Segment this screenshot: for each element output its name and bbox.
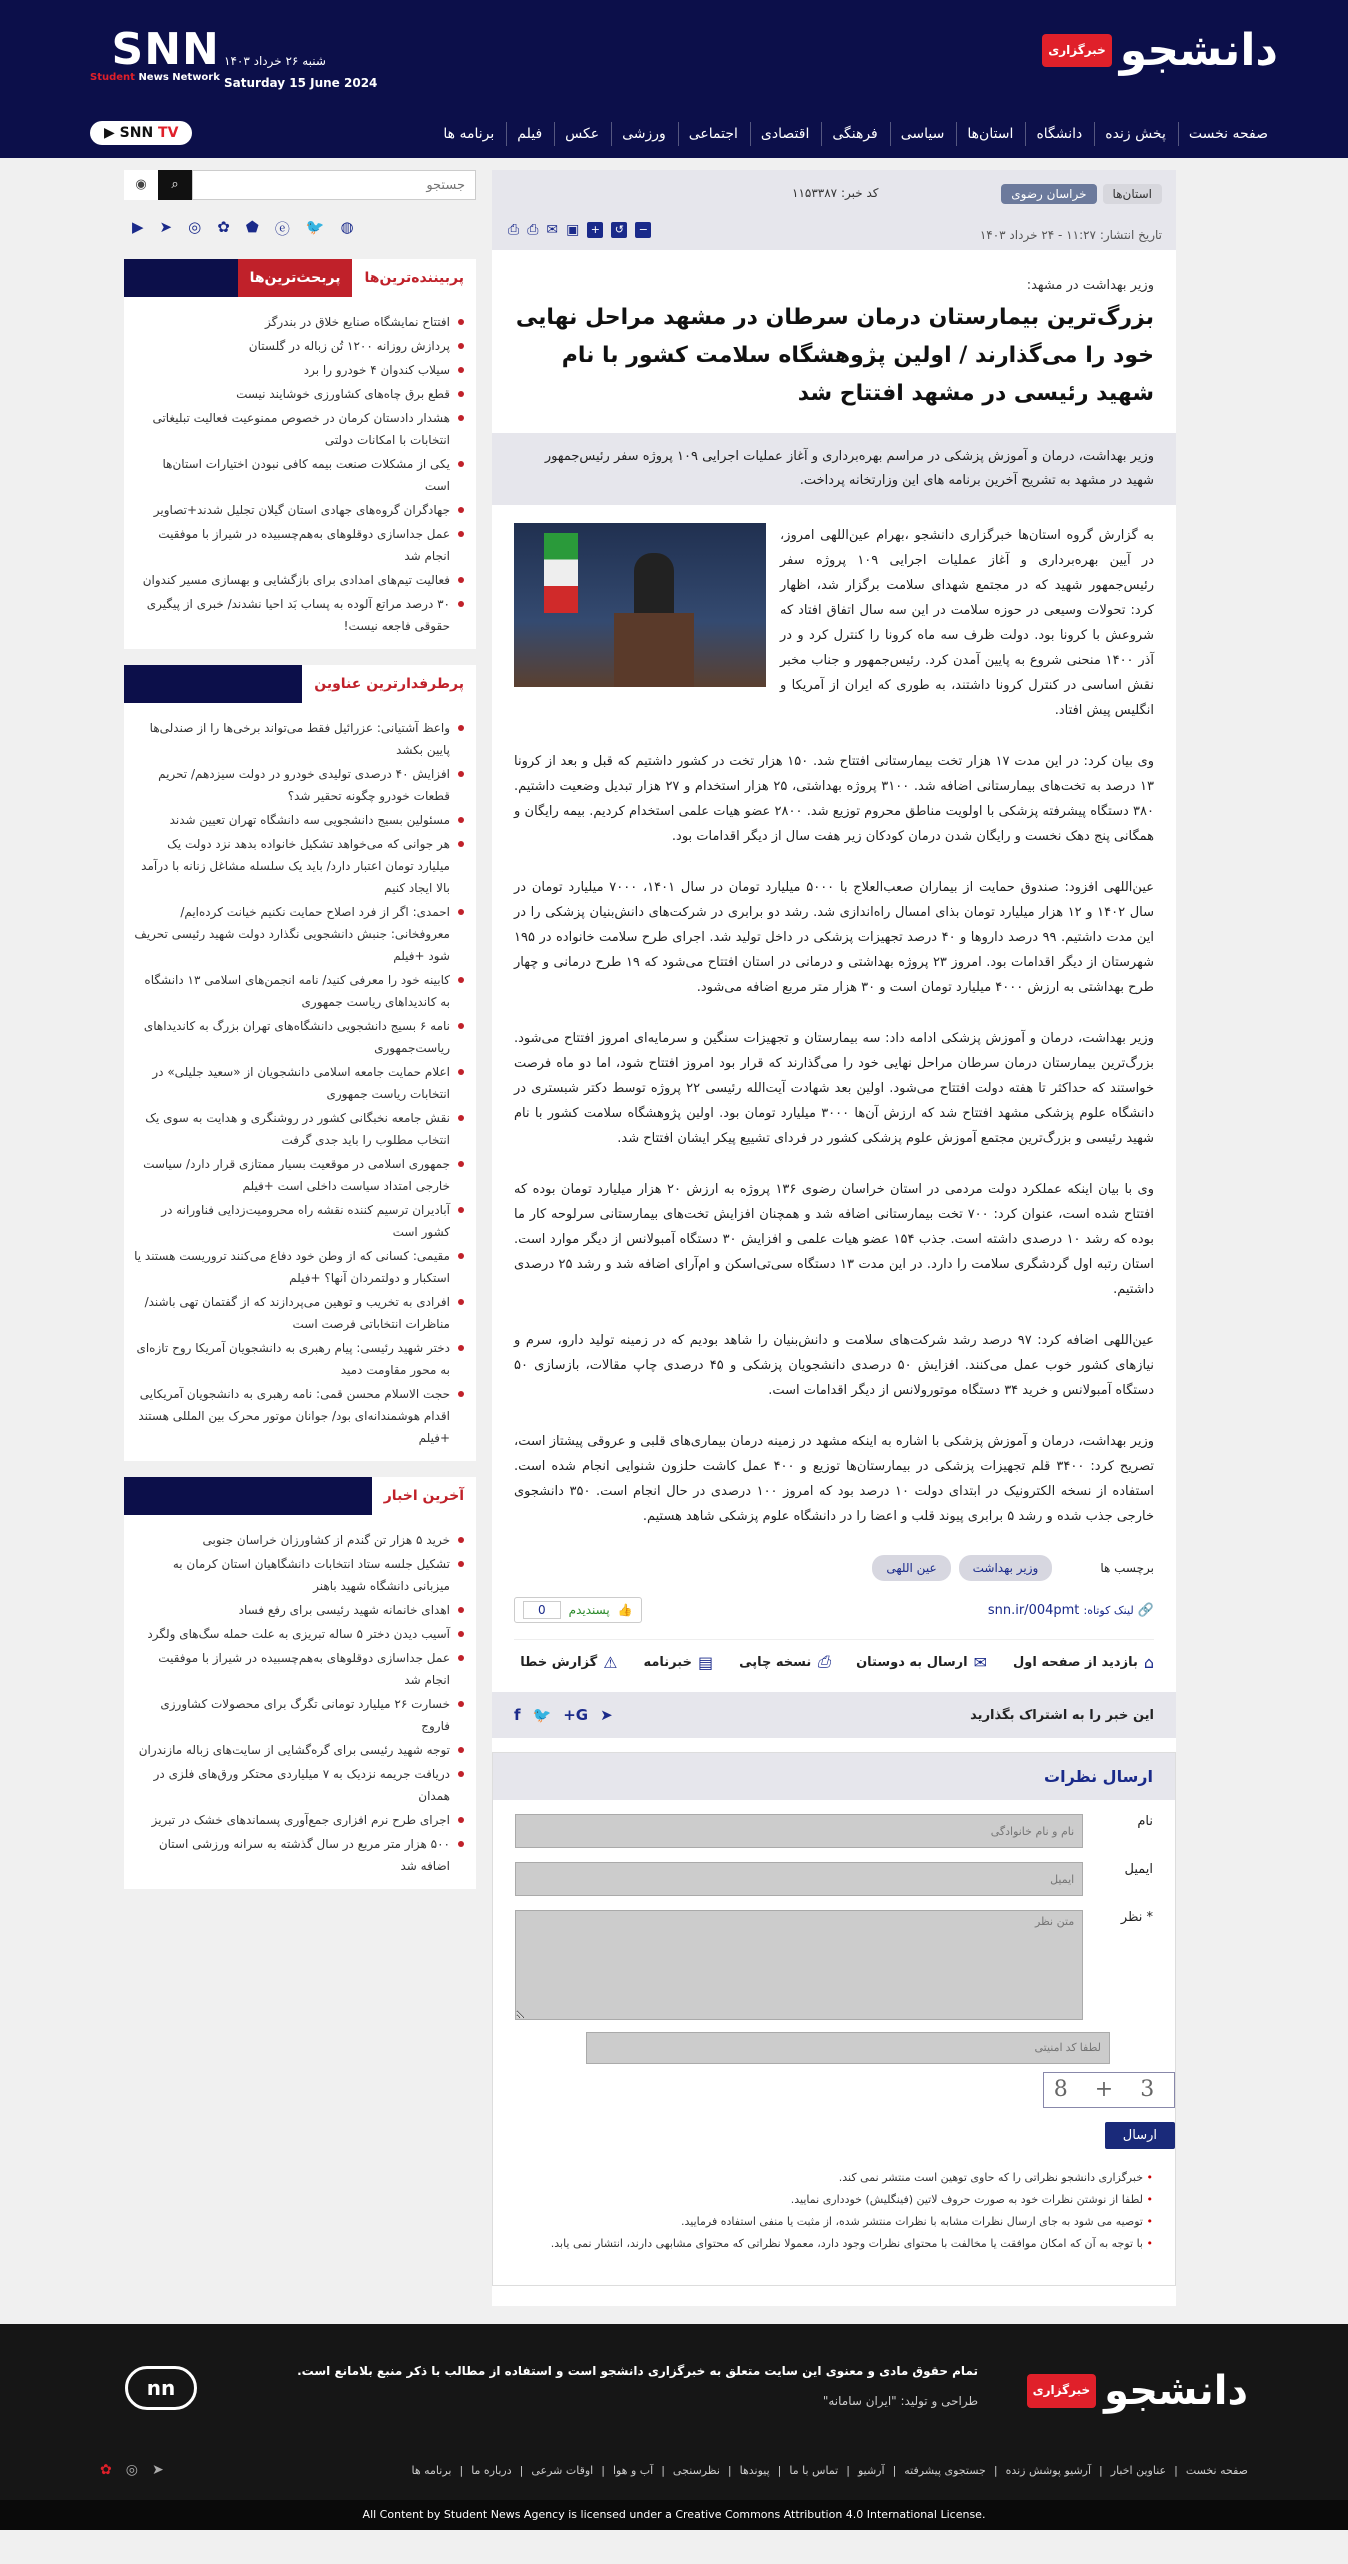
article-tools [508, 222, 651, 238]
list-item[interactable]: پردازش روزانه ۱۲۰۰ تُن زباله در گلستان [134, 335, 464, 357]
envelope-icon: ✉ [973, 1652, 988, 1672]
list-item[interactable]: تشکیل جلسه ستاد انتخابات دانشگاهیان استان کرمان به میزبانی دانشگاه شهید باهنر [134, 1553, 464, 1597]
footer-link[interactable]: عناوین اخبار [1110, 2464, 1167, 2477]
most-viewed-box [124, 259, 476, 649]
list-item[interactable]: یکی از مشکلات صنعت بیمه کافی نبودن اختیارات استان‌ها است [134, 453, 464, 497]
date-fa: شنبه ۲۶ خرداد ۱۴۰۳ [224, 54, 326, 68]
list-item[interactable]: ۵۰۰ هزار متر مربع در سال گذشته به سرانه ورزشی استان اضافه شد [134, 1833, 464, 1877]
footer-link[interactable]: درباره ما [471, 2464, 512, 2477]
footer-link[interactable]: نظرسنجی [672, 2464, 720, 2477]
list-item[interactable]: آسیب دیدن دختر ۵ ساله تبریزی به علت حمله سگ‌های ولگرد [134, 1623, 464, 1645]
article-title: بزرگ‌ترین بیمارستان درمان سرطان در مشهد مراحل نهایی خود را می‌گذارند / اولین پژوهشگاه سلامت کشور با نام شهید رئیسی در مشهد افتتاح شد [515, 305, 1154, 406]
footer-link[interactable]: اوقات شرعی [531, 2464, 594, 2477]
main-column [492, 170, 1176, 2306]
eitaa-icon[interactable]: ⓔ [274, 220, 290, 238]
aparat-icon[interactable]: ✿ [100, 2462, 112, 2478]
footer-social [100, 2462, 164, 2478]
nav-item[interactable]: ورزشی [611, 122, 676, 146]
date-en: Saturday 15 June 2024 [224, 76, 378, 90]
footer-link[interactable]: تماس با ما [789, 2464, 839, 2477]
footer-link[interactable]: صفحه نخست [1185, 2464, 1248, 2477]
newsletter-action[interactable]: ▤ خبرنامه [643, 1652, 714, 1672]
note-item: • با توجه به آن که امکان موافقت یا مخالفت با محتوای نظرات وجود دارد، معمولا نظراتی که محتوای مشابهی دارند، انتشار نمی یابد. [515, 2233, 1153, 2255]
note-item: • خبرگزاری دانشجو نظراتی را که حاوی توهین است منتشر نمی کند. [515, 2167, 1153, 2189]
send-friends-action[interactable]: ✉ ارسال به دوستان [856, 1652, 988, 1672]
search-input[interactable] [192, 170, 476, 200]
paragraph: وی بیان کرد: در این مدت ۱۷ هزار تخت بیمارستانی افتتاح شد. ۱۵۰ هزار تخت در کشور داشتیم که قبل و بعد از کرونا ۱۳ درصد به تخت‌های بیمارستانی اضافه شد. ۳۱۰۰ پروژه بهداشتی، ۲۵ هزار استخدام و ۲۷ هزار تبدیل وضعیت داشتیم. ۳۸۰ دستگاه پیشرفته پزشکی با اولویت مناطق محروم توزیع شد. ۲۸۰۰ عضو هیات علمی استخدام کردیم. بیمه رایگان و همگانی پنج دهک نخست و رایگان شدن درمان کودکان زیر هفت سال از دیگر اقدامات بود. [514, 754, 1154, 844]
list-item[interactable]: خسارت ۲۶ میلیارد تومانی تگرگ برای محصولات کشاورزی فاروج [134, 1693, 464, 1737]
footer-logo[interactable]: دانشجو خبرگزاری [1027, 2368, 1248, 2414]
main-nav [433, 122, 1278, 146]
share-bar [492, 1692, 1176, 1738]
nav-item[interactable]: عکس [554, 122, 609, 146]
warning-icon: ⚠ [603, 1652, 618, 1672]
instagram-icon[interactable]: ◎ [188, 218, 202, 236]
site-header [0, 0, 1348, 158]
list-item[interactable]: هشدار دادستان کرمان در خصوص ممنوعیت فعالیت تبلیغاتی انتخابات با امکانات دولتی [134, 407, 464, 451]
nav-item[interactable]: برنامه ها [443, 126, 495, 142]
list-item[interactable]: نامه ۶ بسیج دانشجویی دانشگاه‌های تهران بزرگ به کاندیداهای ریاست‌جمهوری [134, 1015, 464, 1059]
paragraph: عین‌اللهی اضافه کرد: ۹۷ درصد رشد شرکت‌های سلامت و دانش‌بنیان را شاهد بودیم که در زمینه تولید دارو، سرم و نیازهای کشور خوب عمل می‌کنند. افزایش ۵۰ درصدی دانشجویان پزشکی و ۴۵ درصدی چاپ مقالات، بازسازی ۵۰ دستگاه آمبولانس و خرید ۳۴ دستگاه موتورولانس از دیگر اقدامات است. [514, 1333, 1155, 1398]
nav-item[interactable]: صفحه نخست [1178, 122, 1278, 146]
comment-label: * نظر [1120, 1910, 1153, 1925]
list-item[interactable]: مسئولین بسیج دانشجویی سه دانشگاه تهران تعیین شدند [134, 809, 464, 831]
telegram-icon[interactable]: ➤ [600, 1706, 613, 1724]
paragraph: وی با بیان اینکه عملکرد دولت مردمی در استان خراسان رضوی ۱۳۶ پروژه به ارزش ۲۰ هزار میلیارد تومان بوده که افتتاح شده است، عنوان کرد: ۷۰۰ تخت بیمارستانی اضافه شد و همچنان افزایش تخت‌های بیمارستانی سرلوحه کار ما بوده که رشد ۱۰ درصدی داشته است. جذب ۱۵۴ عضو هیات علمی و افزایش ۳۰ دستگاه آمبولانس از دیگر موارد است. استان رتبه اول گردشگری سلامت را دارد. در این مدت ۱۳ دستگاه سی‌تی‌اسکن و ام‌آرای اضافه شد و رشد ۲۵ درصدی داشتیم. [514, 1182, 1155, 1297]
snn-tagline: Student News Network [90, 72, 220, 83]
telegram-icon[interactable]: ➤ [159, 218, 173, 236]
paragraph: به گزارش گروه استان‌ها خبرگزاری دانشجو ،بهرام عین‌اللهی امروز، در آیین بهره‌برداری و آغاز عملیات اجرایی ۱۰۹ پروژه سفر رئیس‌جمهور شهید که در مجتمع شهدای سلامت برگزار شد، اظهار کرد: تحولات وسیعی در حوزه سلامت در این سه سال اتفاق افتاد که شروعش با کرونا بود. دولت ظرف سه ماه کرونا را کنترل کرد و در آذر ۱۴۰۰ منحنی شروع به پایین آمدن کرد. رئیس‌جمهور و جناب مخبر نقش اساسی در کنترل کرونا داشتند، به طوری که ایران از آمریکا و انگلیس پیش افتاد. [780, 528, 1155, 718]
tag-chip[interactable]: عین اللهی [872, 1555, 950, 1581]
submit-comment-button[interactable]: ارسال [1105, 2122, 1175, 2149]
captcha-input[interactable] [586, 2032, 1110, 2064]
email-label: ایمیل [1124, 1862, 1153, 1877]
paragraph: عین‌اللهی افزود: صندوق حمایت از بیماران صعب‌العلاج با ۵۰۰۰ میلیارد تومان در سال ۱۴۰۱، ۷۰۰۰ میلیارد تومان در سال ۱۴۰۲ و ۱۲ هزار میلیارد تومان بذای امسال راه‌اندازی شد. رشد دو برابری در شرکت‌های دانش‌بنیان پزشکی را در این مدت داشتیم. ۹۹ درصد داروها و ۴۰ درصد تجهیزات پزشکی در داخل تولید شد. اجرای طرح سلامت خانواده در ۱۹۵ شهرستان از دیگر اقدامات بود. امروز ۲۳ پروژه بهداشتی و درمانی در استان افتتاح می‌شود که ۱۹ طرح درمانی و چهار طرح بهداشتی به ارزش ۴۰۰۰ میلیارد تومان است و ۳۰ هزار متر مربع اضافه می‌شود. [514, 880, 1154, 995]
design-credit: طراحی و تولید: "ایران سامانه" [822, 2394, 978, 2408]
footer-link[interactable]: آب و هوا [612, 2464, 654, 2477]
youtube-icon[interactable]: ▶ [132, 218, 144, 236]
like-icon[interactable]: 👍 [617, 1603, 633, 1617]
footer-link[interactable]: آرشیو [857, 2464, 885, 2477]
nav-item[interactable]: پخش زنده [1094, 122, 1176, 146]
list-item[interactable]: توجه شهید رئیسی برای گره‌گشایی از سایت‌های زباله مازندران [134, 1739, 464, 1761]
footer-link[interactable]: آرشیو پوشش زنده [1005, 2464, 1092, 2477]
article-lead: وزیر بهداشت، درمان و آموزش پزشکی در مراسم بهره‌برداری و آغاز عملیات اجرایی ۱۰۹ پروژه سفر رئیس‌جمهور شهید در مشهد به تشریح آخرین برنامه های این وزارتخانه پرداخت. [492, 433, 1176, 505]
list-item[interactable]: عمل جداسازی دوقلو‌های به‌هم‌چسبیده در شیراز با موفقیت انجام شد [134, 523, 464, 567]
podium-shape [614, 613, 694, 687]
save-icon[interactable]: ▣ [566, 222, 580, 238]
aparat-icon[interactable]: ✿ [217, 218, 230, 236]
license-text: All Content by Student News Agency is licensed under a Creative Commons Attribution 4.0 International License. [0, 2500, 1348, 2530]
rss-icon[interactable]: ◉ [135, 177, 147, 192]
tag-chip[interactable]: وزیر بهداشت [959, 1555, 1053, 1581]
tags-row [514, 1555, 1154, 1581]
google-plus-icon[interactable]: G+ [563, 1706, 589, 1724]
like-label: پسندیدم [568, 1603, 610, 1617]
latest-news-box [124, 1477, 476, 1889]
nav-item[interactable]: اقتصادی [750, 122, 819, 146]
search-icon[interactable]: ⌕ [158, 170, 192, 200]
tags-label: برچسب ها [1100, 1561, 1154, 1575]
province-tag[interactable]: خراسان رضوی [1001, 184, 1096, 204]
tab-most-discussed[interactable]: پربحث‌ترین‌ها [238, 259, 353, 297]
social-icons [124, 218, 476, 239]
snn-tv-button[interactable]: ▶ SNN TV [90, 121, 192, 145]
sidebar [124, 170, 476, 2306]
list-item[interactable]: دریافت جریمه نزدیک به ۷ میلیاردی محتکر ورق‌های فلزی در همدان [134, 1763, 464, 1807]
popular-titles-box [124, 665, 476, 1461]
pre-title: وزیر بهداشت در مشهد: [1026, 278, 1154, 293]
article-photo[interactable] [514, 523, 766, 687]
list-item[interactable]: افرادی به تخریب و توهین می‌پردازند که از گفتمان تهی باشند/ مناظرات انتخاباتی فرصت است [134, 1291, 464, 1335]
list-item[interactable]: جمهوری اسلامی در موقعیت بسیار ممتازی قرار دارد/ سیاست خارجی امتداد سیاست داخلی است +فیلم [134, 1153, 464, 1197]
partner-logo[interactable]: nn [125, 2366, 197, 2410]
list-item[interactable]: خرید ۵ هزار تن گندم از کشاورزان خراسان جنوبی [134, 1529, 464, 1551]
font-reset-icon[interactable]: ↺ [611, 222, 627, 238]
comment-notes [515, 2167, 1153, 2255]
instagram-icon[interactable]: ◎ [125, 2462, 138, 2478]
newsletter-icon: ▤ [697, 1652, 714, 1672]
publish-date: تاریخ انتشار: ۱۱:۲۷ - ۲۴ خرداد ۱۴۰۳ [979, 228, 1162, 242]
print-action[interactable]: ⎙ نسخه چاپی [739, 1652, 831, 1671]
nav-item[interactable]: اجتماعی [678, 122, 748, 146]
footer-links: صفحه نخست | عناوین اخبار | آرشیو پوشش زنده | جستجوی پیشرفته | آرشیو | تماس با ما | پیوندها | نظرسنجی | آب و هوا | اوقات شرعی | درباره ما | برنامه ها [411, 2464, 1248, 2477]
paragraph: وزیر بهداشت، درمان و آموزش پزشکی ادامه داد: سه بیمارستان و تجهیزات سنگین و سرمایه‌ای امروز افتتاح می‌شود. بزرگ‌ترین بیمارستان درمان سرطان مراحل نهایی خود را می‌گذارند که قرار بود امروز افتتاح شود، اما دو ماه فرصت خواستند که حداکثر تا هفته دولت افتتاح می‌شود. اولین بعد شهادت آیت‌الله رئیسی ۲۲ پروژه توسط دکتر شبستری در دانشگاه علوم پزشکی مشهد افتتاح شد که ارزش آن‌ها ۳۰۰۰ میلیارد تومان بود. اولین پژوهشگاه سلامت کشور با نام شهید رئیسی و بزرگ‌ترین مجتمع آموزش علوم پزشکی کشور در فردای تشییع پیکر ایشان افتتاح شد. [514, 1031, 1154, 1146]
list-item[interactable]: حجت الاسلام محسن قمی: نامه رهبری به دانشجویان آمریکایی اقدام هوشمندانه‌ای بود/ جوانان موتور محرک بین المللی هستند +فیلم [134, 1383, 464, 1449]
name-label: نام [1137, 1814, 1153, 1829]
list-item[interactable]: هر جوانی که می‌خواهد تشکیل خانواده بدهد نزد دولت یک میلیارد تومان اعتبار دارد/ باید یک سلسله مشاغل زنانه با درآمد بالا ایجاد کنیم [134, 833, 464, 899]
search-bar [124, 170, 476, 200]
share-icon[interactable]: ⎙ [527, 222, 539, 238]
note-item: • توصیه می شود به جای ارسال نظرات مشابه با نظرات منتشر شده، از مثبت یا منفی استفاده فرمایید. [515, 2211, 1153, 2233]
nav-item[interactable]: دانشگاه [1025, 122, 1092, 146]
site-logo-text: دانشجو [1119, 25, 1278, 76]
box-title: پرطرفدارترین عناوین [302, 665, 476, 703]
list-item[interactable]: اجرای طرح نرم افزاری جمع‌آوری پسماندهای خشک در تبریز [134, 1809, 464, 1831]
like-box[interactable] [514, 1597, 642, 1623]
site-logo-badge: خبرگزاری [1042, 34, 1111, 67]
paragraph: وزیر بهداشت، درمان و آموزش پزشکی با اشاره به اینکه مشهد در زمینه درمان بیماری‌های قلبی و عروقی پیشتاز است، تصریح کرد: ۳۴۰۰ قلم تجهیزات پزشکی در بیمارستان‌ها توزیع و ۴۰۰ عمل کاشت حلزون شنوایی انجام شده است. استفاده از نسخه الکترونیک در ابتدای دولت ۱۰ درصد بود که امروز ۱۰۰ درصدی در حال انجام است. ۳۵۰ دانشجوی خارجی جذب شده و رشد ۵ برابری پیوند قلب و اعضا را در دانشگاه علوم پزشکی شاهد هستیم. [514, 1434, 1155, 1524]
footer-link[interactable]: برنامه ها [411, 2464, 452, 2477]
article-body [514, 523, 1154, 1529]
twitter-icon[interactable]: 🐦 [305, 218, 325, 236]
nav-item[interactable]: استان‌ها [956, 122, 1023, 146]
nav-item[interactable]: فرهنگی [821, 122, 887, 146]
telegram-icon[interactable]: ➤ [151, 2462, 164, 2478]
like-count: 0 [523, 1601, 561, 1619]
flag-shape [544, 533, 578, 613]
list-item[interactable]: عمل جداسازی دوقلو‌های به‌هم‌چسبیده در شیراز با موفقیت انجام شد [134, 1647, 464, 1691]
list-item[interactable]: اعلام حمایت جامعه اسلامی دانشجویان از «سعید جلیلی» در انتخابات ریاست جمهوری [134, 1061, 464, 1105]
list-item[interactable]: کابینه خود را معرفی کنید/ نامه انجمن‌های اسلامی ۱۳ دانشگاه به کاندیداهای ریاست جمهوری [134, 969, 464, 1013]
list-item[interactable]: مقیمی: کسانی که از وطن خود دفاع می‌کنند تروریست هستند یا استکبار و دولتمردان آنها؟ +فیلم [134, 1245, 464, 1289]
list-item[interactable]: ۳۰ درصد مراتع آلوده به پساب بَد احیا نشدند/ خبری از پیگیری حقوقی فاجعه نیست! [134, 593, 464, 637]
bale-icon[interactable]: ⬟ [245, 218, 259, 236]
site-logo[interactable] [1042, 25, 1278, 76]
footer-link[interactable]: جستجوی پیشرفته [904, 2464, 986, 2477]
note-item: • لطفا از نوشتن نظرات خود به صورت حروف لاتین (فینگلیش) خودداری نمایید. [515, 2189, 1153, 2211]
list-item[interactable]: احمدی: اگر از فرد اصلاح حمایت نکنیم خیانت کرده‌ایم/ معروفخانی: جنبش دانشجویی نگذارد دولت شهید رئیسی تحریف شود +فیلم [134, 901, 464, 967]
print-icon: ⎙ [817, 1652, 831, 1671]
comment-form [492, 1752, 1176, 2286]
nav-item[interactable]: فیلم [506, 122, 552, 146]
nav-item[interactable]: سیاسی [890, 122, 955, 146]
email-input[interactable] [515, 1862, 1083, 1896]
comment-textarea[interactable] [515, 1910, 1083, 2020]
list-item[interactable]: فعالیت تیم‌های امدادی برای بازگشایی و بهسازی مسیر کندوان [134, 569, 464, 591]
footer-link[interactable]: پیوندها [739, 2464, 770, 2477]
twitter-icon[interactable]: 🐦 [532, 1706, 552, 1724]
category-tag[interactable]: استان‌ها [1103, 184, 1162, 204]
box-title: آخرین اخبار [372, 1477, 476, 1515]
report-error-action[interactable]: ⚠ گزارش خطا [520, 1652, 618, 1672]
list-item[interactable]: جهادگران گروه‌های جهادی استان گیلان تجلیل شدند+تصاویر [134, 499, 464, 521]
list-item[interactable]: قطع برق چاه‌های کشاورزی خوشایند نیست [134, 383, 464, 405]
share-text: این خبر را به اشتراک بگذارید [970, 1707, 1154, 1723]
article [492, 250, 1176, 2306]
snn-logo[interactable] [90, 24, 220, 83]
list-item[interactable]: سیلاب کندوان ۴ خودرو را برد [134, 359, 464, 381]
soroush-icon[interactable]: ◍ [340, 218, 354, 236]
print-icon[interactable]: ⎙ [508, 222, 520, 238]
list-item[interactable]: افزایش ۴۰ درصدی تولیدی خودرو در دولت سیزدهم/ تحریم قطعات خودرو چگونه تحقیر شد؟ [134, 763, 464, 807]
name-input[interactable] [515, 1814, 1083, 1848]
page-container [124, 170, 1224, 2306]
list-item[interactable]: افتتاح نمایشگاه صنایع خلاق در بندرگز [134, 311, 464, 333]
email-icon[interactable]: ✉ [546, 222, 559, 238]
list-item[interactable]: نقش جامعه نخبگانی کشور در روشنگری و هدایت به سوی یک انتخاب مطلوب را باید جدی گرفت [134, 1107, 464, 1151]
share-icons [514, 1706, 613, 1724]
font-increase-icon[interactable]: + [587, 222, 603, 238]
article-actions [514, 1639, 1154, 1672]
snn-logo-text: SNN [111, 24, 220, 75]
tab-most-viewed[interactable]: پربیننده‌ترین‌ها [352, 259, 476, 297]
copyright-text: تمام حقوق مادی و معنوی این سایت متعلق به خبرگزاری دانشجو است و استفاده از مطالب با ذکر منبع بلامانع است. [297, 2364, 978, 2378]
facebook-icon[interactable]: f [514, 1706, 521, 1724]
shortlink[interactable]: 🔗 لینک کوتاه: snn.ir/004pmt [987, 1602, 1154, 1618]
list-item[interactable]: آبادیران ترسیم کننده نقشه راه محرومیت‌زدایی فناورانه در کشور است [134, 1199, 464, 1243]
list-item[interactable]: اهدای خانمانه شهید رئیسی برای رفع فساد [134, 1599, 464, 1621]
home-icon: ⌂ [1143, 1652, 1154, 1672]
list-item[interactable]: دختر شهید رئیسی: پیام رهبری به دانشجویان آمریکا روح تازه‌ای به محور مقاومت دمید [134, 1337, 464, 1381]
news-code: کد خبر: ۱۱۵۳۳۸۷ [792, 186, 879, 200]
homepage-action[interactable]: ⌂ بازدید از صفحه اول [1013, 1652, 1154, 1672]
comment-title: ارسال نظرات [493, 1753, 1175, 1800]
font-decrease-icon[interactable]: − [635, 222, 651, 238]
list-item[interactable]: واعظ آشتیانی: عزرائیل فقط می‌تواند برخی‌ها را از صندلی‌ها پایین بکشد [134, 717, 464, 761]
date-box [224, 50, 377, 94]
article-meta [492, 170, 1176, 250]
shortlink-row [514, 1597, 1154, 1623]
captcha-image: 8 + 3 [1043, 2072, 1175, 2108]
